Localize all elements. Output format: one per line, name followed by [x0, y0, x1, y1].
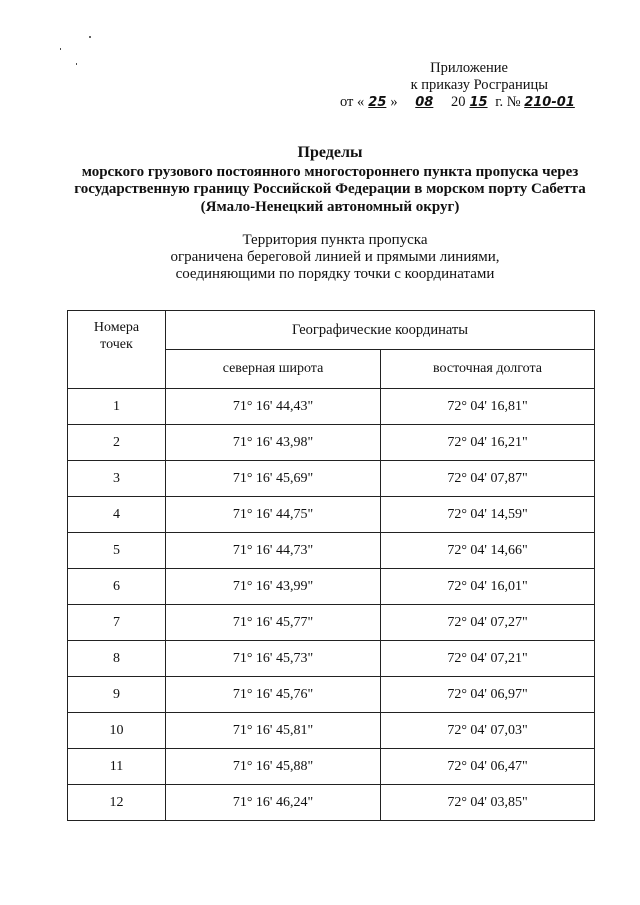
order-suffix: г. №: [495, 94, 521, 110]
longitude-cell: 72° 04' 14,66": [381, 533, 595, 569]
appendix-order-ref: к приказу Росграницы: [410, 77, 548, 93]
order-quote-close: »: [390, 94, 398, 110]
table-row: [68, 677, 595, 713]
table-row: [68, 569, 595, 605]
longitude-cell: 72° 04' 07,27": [381, 605, 595, 641]
coordinates-table: [67, 310, 595, 821]
point-number: 2: [68, 425, 166, 461]
latitude-cell: 71° 16' 46,24": [166, 785, 381, 821]
title-line: государственную границу Российской Федерации в морском порту Сабетта: [74, 181, 586, 197]
appendix-label: Приложение: [430, 60, 508, 76]
territory-description: [60, 232, 610, 283]
table-row: [68, 641, 595, 677]
latitude-cell: 71° 16' 45,76": [166, 677, 381, 713]
point-number: 9: [68, 677, 166, 713]
header-geo-coordinates: Географические координаты: [166, 311, 595, 350]
description-line: соединяющими по порядку точки с координатами: [175, 266, 495, 282]
latitude-cell: 71° 16' 43,98": [166, 425, 381, 461]
order-date-number: [340, 94, 575, 111]
order-year-prefix: 20: [450, 94, 466, 110]
latitude-cell: 71° 16' 44,73": [166, 533, 381, 569]
order-number: 210-01: [524, 95, 575, 110]
longitude-cell: 72° 04' 16,21": [381, 425, 595, 461]
title-word: Пределы: [297, 144, 363, 161]
longitude-cell: 72° 04' 06,47": [381, 749, 595, 785]
longitude-cell: 72° 04' 14,59": [381, 497, 595, 533]
scan-speck: [89, 36, 91, 38]
longitude-cell: 72° 04' 16,81": [381, 389, 595, 425]
title-line: морского грузового постоянного многостороннего пункта пропуска через: [81, 163, 579, 180]
point-number: 10: [68, 713, 166, 749]
latitude-cell: 71° 16' 45,73": [166, 641, 381, 677]
longitude-cell: 72° 04' 07,03": [381, 713, 595, 749]
table-row: [68, 425, 595, 461]
title-line: (Ямало-Ненецкий автономный округ): [200, 198, 460, 215]
longitude-cell: 72° 04' 06,97": [381, 677, 595, 713]
appendix-header: [340, 60, 575, 111]
latitude-cell: 71° 16' 44,43": [166, 389, 381, 425]
header-point-number: [68, 311, 166, 389]
table-row: [68, 713, 595, 749]
table-row: [68, 497, 595, 533]
table-row: [68, 461, 595, 497]
order-month: 08: [415, 95, 434, 110]
latitude-cell: 71° 16' 45,81": [166, 713, 381, 749]
longitude-cell: 72° 04' 07,87": [381, 461, 595, 497]
point-number: 11: [68, 749, 166, 785]
document-title: [60, 144, 600, 216]
table-row: [68, 605, 595, 641]
point-number: 1: [68, 389, 166, 425]
point-number: 4: [68, 497, 166, 533]
latitude-cell: 71° 16' 45,69": [166, 461, 381, 497]
description-line: ограничена береговой линией и прямыми линиями,: [170, 249, 500, 265]
table-row: [68, 749, 595, 785]
table-row: [68, 533, 595, 569]
latitude-cell: 71° 16' 45,88": [166, 749, 381, 785]
longitude-cell: 72° 04' 07,21": [381, 641, 595, 677]
point-number: 8: [68, 641, 166, 677]
point-number: 7: [68, 605, 166, 641]
longitude-cell: 72° 04' 03,85": [381, 785, 595, 821]
scan-speck: [60, 48, 61, 50]
latitude-cell: 71° 16' 44,75": [166, 497, 381, 533]
description-line: Территория пункта пропуска: [242, 232, 428, 248]
header-latitude: северная широта: [166, 350, 381, 389]
longitude-cell: 72° 04' 16,01": [381, 569, 595, 605]
point-number: 5: [68, 533, 166, 569]
latitude-cell: 71° 16' 43,99": [166, 569, 381, 605]
order-prefix: от «: [340, 94, 365, 110]
point-number: 12: [68, 785, 166, 821]
header-number-label: Номера: [93, 320, 140, 335]
header-number-label: точек: [100, 337, 133, 352]
scan-speck: [76, 63, 77, 65]
order-year: 15: [469, 95, 488, 110]
header-longitude: восточная долгота: [381, 350, 595, 389]
point-number: 3: [68, 461, 166, 497]
point-number: 6: [68, 569, 166, 605]
latitude-cell: 71° 16' 45,77": [166, 605, 381, 641]
table-row: [68, 389, 595, 425]
table-row: [68, 785, 595, 821]
order-day: 25: [368, 95, 387, 110]
